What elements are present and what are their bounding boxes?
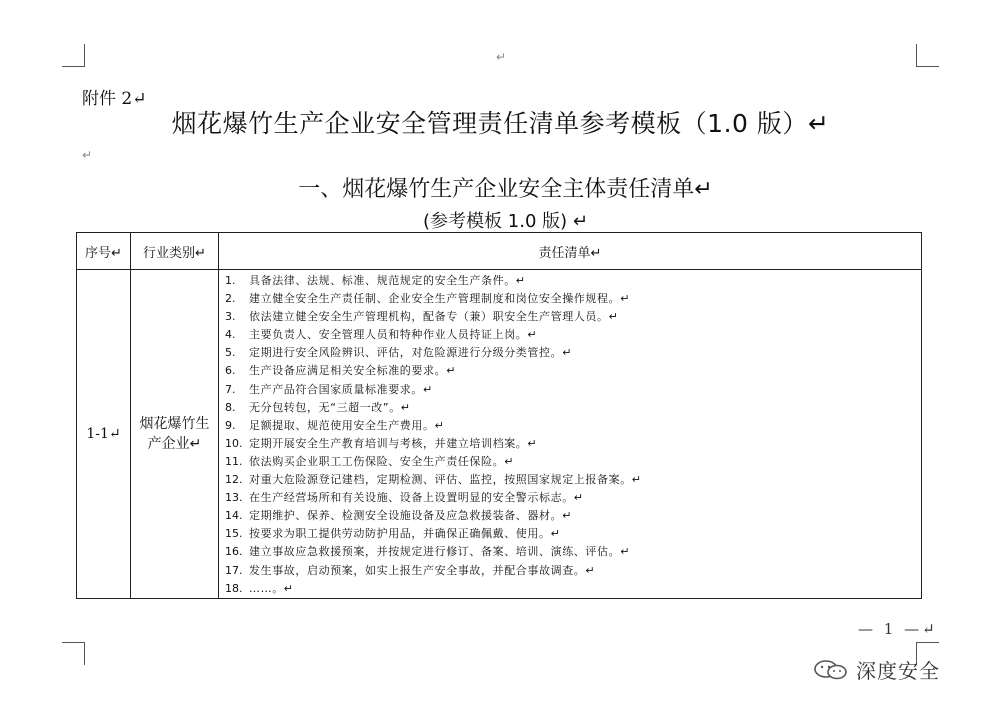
list-item-text: 定期维护、保养、检测安全设施设备及应急救援装备、器材。↵	[249, 509, 573, 523]
list-item-text: 建立健全安全生产责任制、企业安全生产管理制度和岗位安全操作规程。↵	[249, 292, 631, 306]
list-item	[225, 308, 917, 326]
list-item-number: 12.	[225, 473, 243, 487]
list-item	[225, 272, 917, 290]
table-row	[77, 270, 922, 599]
list-item	[225, 417, 917, 435]
margin-corner-top-right	[916, 44, 939, 67]
list-item	[225, 435, 917, 453]
list-item-text: 生产产品符合国家质量标准要求。↵	[249, 382, 433, 396]
header-responsibility-list: 责任清单↵	[219, 233, 922, 270]
responsibility-table	[76, 232, 922, 599]
list-item-number: 9.	[225, 418, 236, 432]
list-item-number: 1.	[225, 274, 236, 287]
list-item-number: 5.	[225, 346, 236, 360]
category-line: 烟花爆竹生	[139, 415, 210, 432]
list-item	[225, 381, 917, 399]
list-item-text: 足额提取、规范使用安全生产费用。↵	[249, 418, 445, 432]
list-item-number: 18.	[225, 581, 243, 595]
list-item-text: 建立事故应急救援预案，并按规定进行修订、备案、培训、演练、评估。↵	[249, 545, 631, 559]
list-item-text: 发生事故，启动预案，如实上报生产安全事故，并配合事故调查。↵	[249, 563, 596, 577]
list-item	[225, 471, 917, 489]
wechat-icon	[812, 659, 850, 681]
list-item-number: 16.	[225, 545, 243, 559]
list-item	[225, 453, 917, 471]
list-item-text: 生产设备应满足相关安全标准的要求。↵	[249, 364, 457, 378]
list-item-text: 在生产经营场所和有关设施、设备上设置明显的安全警示标志。↵	[249, 491, 584, 505]
header-category: 行业类别↵	[131, 233, 219, 270]
list-item	[225, 399, 917, 417]
list-item-text: 按要求为职工提供劳动防护用品，并确保正确佩戴、使用。↵	[249, 527, 561, 541]
list-item-text: 定期开展安全生产教育培训与考核，并建立培训档案。↵	[249, 436, 538, 450]
list-item	[225, 543, 917, 561]
list-item-number: 10.	[225, 436, 243, 450]
list-item-number: 8.	[225, 400, 236, 414]
row-number: 1-1↵	[77, 270, 131, 599]
list-item-number: 7.	[225, 382, 236, 396]
watermark-text: 深度安全	[856, 659, 940, 683]
list-item-number: 3.	[225, 310, 236, 324]
responsibility-list	[225, 272, 917, 598]
responsibility-items-cell	[219, 270, 922, 599]
list-item	[225, 344, 917, 362]
attachment-label: 附件 2↵	[82, 89, 147, 109]
paragraph-mark: ↵	[496, 50, 507, 64]
list-item-text: ……。↵	[249, 581, 294, 595]
header-number: 序号↵	[77, 233, 131, 270]
document-title: 烟花爆竹生产企业安全管理责任清单参考模板（1.0 版）↵	[171, 109, 830, 138]
list-item	[225, 290, 917, 308]
list-item	[225, 580, 917, 598]
list-item-number: 14.	[225, 509, 243, 523]
list-item	[225, 362, 917, 380]
list-item-number: 2.	[225, 292, 236, 306]
list-item	[225, 507, 917, 525]
page-number: — 1 —↵	[858, 620, 938, 638]
margin-corner-top-left	[62, 44, 85, 67]
list-item-number: 13.	[225, 491, 243, 505]
list-item-text: 依法建立健全安全生产管理机构，配备专（兼）职安全生产管理人员。↵	[249, 310, 619, 324]
row-category	[131, 270, 219, 599]
watermark	[812, 655, 940, 684]
list-item-text: 依法购买企业职工工伤保险、安全生产责任保险。↵	[249, 454, 515, 468]
list-item-text: 对重大危险源登记建档，定期检测、评估、监控，按照国家规定上报备案。↵	[249, 473, 642, 487]
list-item-number: 4.	[225, 328, 236, 342]
section-title: 一、烟花爆竹生产企业安全主体责任清单↵	[298, 177, 713, 202]
list-item-text: 具备法律、法规、标准、规范规定的安全生产条件。↵	[249, 274, 526, 287]
list-item-number: 11.	[225, 454, 243, 468]
margin-corner-bottom-left	[62, 642, 85, 665]
empty-paragraph-mark: ↵	[82, 148, 93, 162]
list-item-number: 15.	[225, 527, 243, 541]
section-version-note: (参考模板 1.0 版) ↵	[423, 211, 588, 232]
list-item	[225, 562, 917, 580]
list-item-text: 主要负责人、安全管理人员和特种作业人员持证上岗。↵	[249, 328, 538, 342]
list-item	[225, 326, 917, 344]
list-item	[225, 489, 917, 507]
list-item-number: 6.	[225, 364, 236, 378]
list-item	[225, 525, 917, 543]
list-item-number: 17.	[225, 563, 243, 577]
list-item-text: 定期进行安全风险辨识、评估，对危险源进行分级分类管控。↵	[249, 346, 573, 360]
category-line: 产企业↵	[147, 435, 202, 452]
list-item-text: 无分包转包，无“三超一改”。↵	[249, 400, 411, 414]
table-header-row	[77, 233, 922, 270]
